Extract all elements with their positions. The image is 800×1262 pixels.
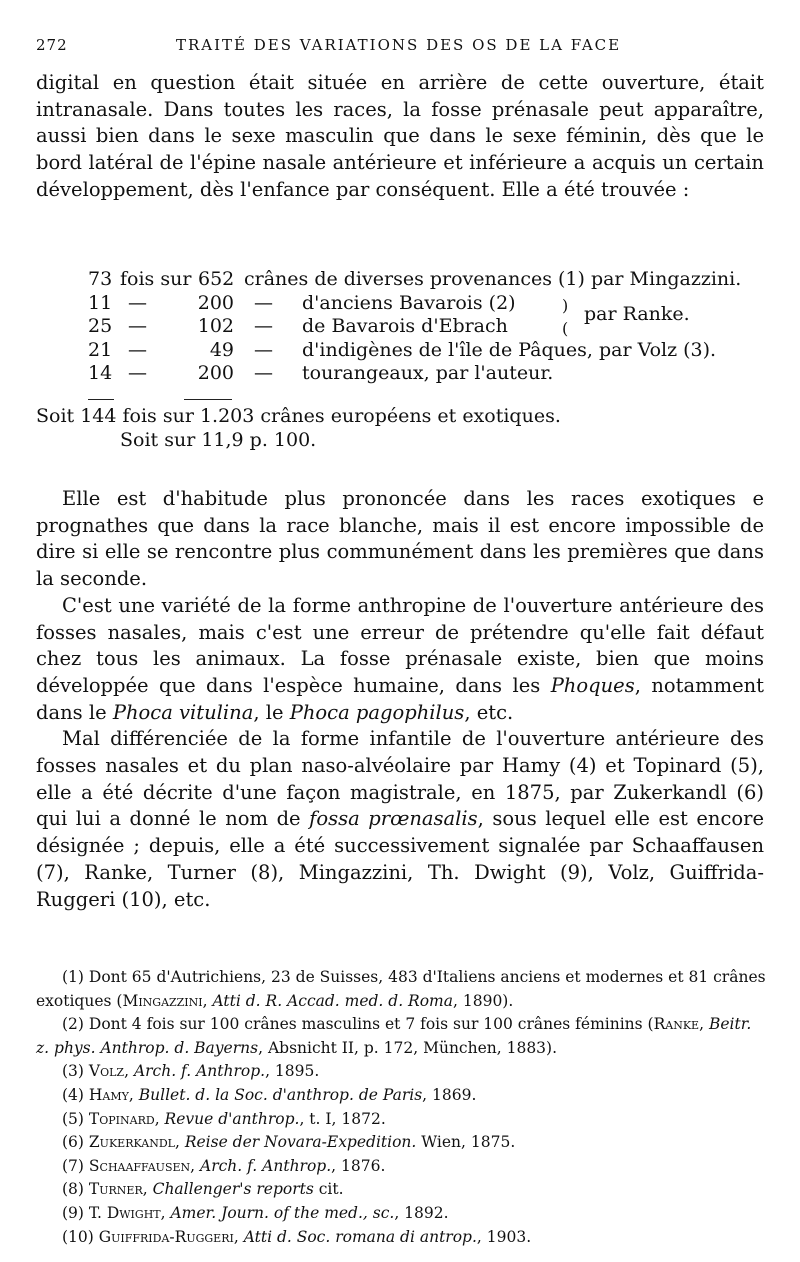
p3-text-c: , sous lequel elle est encore désignée ; depuis, elle a été successivement signalée par Schaaffausen (7), Ranke, Turner (8), Mingazzini, Th. Dwight (9), Volz, Guiffrida-Ruggeri (10), etc. bbox=[36, 807, 764, 911]
stat-dash: — bbox=[128, 315, 147, 337]
footnote-title: Amer. Journ. of the med., sc. bbox=[170, 1203, 395, 1222]
stat-count: 21 bbox=[88, 338, 113, 361]
footnote-text: Dont 65 d'Autrichiens, 23 de Suisses, 483 d'Italiens anciens et modernes et 81 crânes exotiques ( bbox=[36, 968, 766, 1010]
footnote-sep: , bbox=[142, 1180, 153, 1199]
p3-text-a: Mal différenciée de la forme infantile de l'ouverture antérieure des fosses nasales et du plan naso-alvéolaire par Hamy (4) et Topinard (5), elle a été décrite d'une façon magistrale, en 1875, par Zukerkandl (6) qui lui a donné le nom de bbox=[36, 727, 764, 831]
footnote-number: (4) bbox=[62, 1085, 84, 1104]
footnote-number: (5) bbox=[62, 1109, 84, 1128]
footnote-title: Arch. f. Anthrop. bbox=[200, 1156, 332, 1175]
footnote-text: T. bbox=[88, 1203, 107, 1222]
footnote-author: Zukerkandl bbox=[88, 1133, 175, 1152]
stat-total: 102 bbox=[197, 315, 234, 337]
footnote-sep: , bbox=[233, 1227, 244, 1246]
footnote-title: Reise der Novara-Expedition. bbox=[184, 1133, 417, 1152]
stat-count: 73 bbox=[88, 268, 113, 290]
footnote-author: Turner bbox=[88, 1180, 143, 1199]
footnote-sep: , bbox=[160, 1203, 171, 1222]
stat-dash: — bbox=[254, 338, 273, 361]
footnote-post: , 1903. bbox=[476, 1227, 532, 1246]
stat-count: 14 bbox=[88, 362, 113, 384]
footnote-title: Revue d'anthrop. bbox=[164, 1109, 300, 1128]
brace-label: par Ranke. bbox=[584, 303, 690, 325]
paragraph-history bbox=[36, 726, 764, 913]
footnote-title: Bullet. d. la Soc. d'anthrop. de Paris bbox=[138, 1085, 423, 1104]
p3-italic-fossa: fossa prœnasalis bbox=[309, 807, 478, 831]
footnote-post: Wien, 1875. bbox=[416, 1133, 516, 1152]
intro-paragraph bbox=[36, 70, 764, 204]
footnote-sep: , bbox=[699, 1015, 709, 1034]
p2-italic-vitulina: Phoca vitulina bbox=[112, 700, 254, 724]
stat-total: 200 bbox=[197, 291, 234, 314]
footnote-5 bbox=[36, 1108, 766, 1132]
main-paragraphs bbox=[36, 486, 764, 913]
footnote-title: Arch. f. Anthrop. bbox=[133, 1062, 266, 1081]
footnote-number: (6) bbox=[62, 1133, 84, 1152]
footnote-9 bbox=[36, 1202, 766, 1226]
stat-count: 11 bbox=[88, 291, 113, 314]
footnote-post: , Absnicht II, p. 172, München, 1883). bbox=[258, 1038, 558, 1057]
stat-desc: tourangeaux, par l'auteur. bbox=[302, 362, 554, 384]
footnote-text: Dont 4 fois sur 100 crânes masculins et 7 fois sur 100 crânes féminins ( bbox=[88, 1015, 654, 1034]
footnote-author: Volz bbox=[88, 1062, 125, 1081]
p2-italic-phoques: Phoques bbox=[550, 673, 635, 697]
sum-rule bbox=[88, 399, 114, 400]
stat-row bbox=[88, 268, 768, 292]
stat-dash: — bbox=[128, 291, 147, 314]
footnote-post: , 1876. bbox=[331, 1156, 386, 1175]
footnote-sep: , bbox=[128, 1085, 139, 1104]
footnote-10 bbox=[36, 1226, 766, 1250]
footnote-title: Atti d. R. Accad. med. d. Roma bbox=[212, 991, 453, 1010]
percent-line: Soit sur 11,9 p. 100. bbox=[120, 429, 317, 451]
stat-dash: — bbox=[254, 315, 273, 337]
statistics-table bbox=[88, 268, 768, 386]
brace-top: ) bbox=[562, 296, 569, 315]
stat-dash: — bbox=[254, 291, 273, 314]
footnote-post: , t. I, 1872. bbox=[299, 1109, 386, 1128]
footnote-number: (7) bbox=[62, 1156, 84, 1175]
stat-desc: de Bavarois d'Ebrach bbox=[302, 315, 508, 337]
stat-desc: crânes de diverses provenances (1) par Mingazzini. bbox=[244, 268, 742, 290]
footnote-author: Dwight bbox=[106, 1203, 161, 1222]
footnote-post: cit. bbox=[313, 1180, 344, 1199]
page-header bbox=[36, 36, 764, 56]
footnote-number: (8) bbox=[62, 1180, 84, 1199]
footnote-author: Guiffrida-Ruggeri bbox=[98, 1227, 234, 1246]
stat-total: 49 bbox=[209, 338, 234, 361]
footnote-4 bbox=[36, 1084, 766, 1108]
paragraph-animals bbox=[36, 593, 764, 727]
p2-text-e: , le bbox=[253, 700, 284, 724]
footnote-7 bbox=[36, 1155, 766, 1179]
stat-dash: — bbox=[254, 362, 273, 384]
footnote-6 bbox=[36, 1131, 766, 1155]
footnote-author: Mingazzini bbox=[122, 991, 203, 1010]
footnote-author: Topinard bbox=[88, 1109, 155, 1128]
footnote-number: (2) bbox=[62, 1015, 84, 1034]
stat-count: 25 bbox=[88, 315, 113, 337]
footnote-sep: , bbox=[202, 991, 213, 1010]
stat-row bbox=[88, 339, 768, 363]
footnote-title: Challenger's reports bbox=[152, 1180, 314, 1199]
running-title: TRAITÉ DES VARIATIONS DES OS DE LA FACE bbox=[176, 36, 622, 54]
total-line: Soit 144 fois sur 1.203 crânes européens et exotiques. bbox=[36, 405, 561, 427]
footnote-3 bbox=[36, 1060, 766, 1084]
footnote-number: (9) bbox=[62, 1203, 84, 1222]
stat-desc: d'anciens Bavarois (2) bbox=[302, 291, 516, 314]
footnote-8 bbox=[36, 1178, 766, 1202]
footnote-author: Hamy bbox=[88, 1085, 129, 1104]
p2-text-c: , notamment dans le bbox=[36, 673, 765, 724]
stat-dash: — bbox=[128, 362, 147, 384]
footnote-sep: , bbox=[154, 1109, 165, 1128]
stat-total: 652 bbox=[198, 268, 235, 290]
intro-text: digital en question était située en arrière de cette ouverture, était intranasale. Dans toutes les races, la fosse prénasale peut apparaître, aussi bien dans le sexe masculin que dans le sexe féminin, dès que le bord latéral de l'épine nasale antérieure et inférieure a acquis un certain développement, dès l'enfance par conséquent. Elle a été trouvée : bbox=[36, 71, 764, 201]
footnotes bbox=[36, 966, 766, 1249]
footnote-post: , 1892. bbox=[394, 1203, 449, 1222]
footnote-number: (10) bbox=[62, 1227, 94, 1246]
footnote-sep: , bbox=[124, 1062, 134, 1081]
footnote-number: (1) bbox=[62, 968, 84, 986]
stat-row bbox=[88, 362, 768, 386]
page-number: 272 bbox=[36, 36, 68, 54]
footnote-sep: , bbox=[174, 1133, 185, 1152]
stat-dash: — bbox=[128, 338, 147, 361]
sum-rule bbox=[184, 399, 232, 400]
footnote-post: , 1895. bbox=[265, 1062, 320, 1081]
p2-text-a: C'est une variété de la forme anthropine de l'ouverture antérieure des fosses nasales, mais c'est une erreur de prétendre qu'elle fait défaut chez tous les animaux. La fosse prénasale existe, bien que moins développée que dans l'espèce humaine, dans les bbox=[36, 593, 764, 697]
footnote-title: Beitr. z. phys. Anthrop. d. Bayerns bbox=[36, 1015, 752, 1057]
brace-bottom: ( bbox=[562, 319, 569, 338]
stat-prefix: fois sur bbox=[120, 268, 192, 290]
footnote-author: Schaaffausen bbox=[88, 1156, 191, 1175]
footnote-number: (3) bbox=[62, 1062, 84, 1081]
paragraph-prevalence: Elle est d'habitude plus prononcée dans les races exotiques e prognathes que dans la race blanche, mais il est encore impossible de dire si elle se rencontre plus communément dans les premières que dans la seconde. bbox=[36, 487, 764, 591]
footnote-sep: , bbox=[190, 1156, 200, 1175]
footnote-2 bbox=[36, 1013, 766, 1060]
stat-total: 200 bbox=[197, 362, 234, 384]
footnote-title: Atti d. Soc. romana di antrop. bbox=[243, 1227, 477, 1246]
stat-desc: d'indigènes de l'île de Pâques, par Volz (3). bbox=[302, 338, 717, 361]
ranke-brace bbox=[562, 294, 568, 340]
footnote-post: , 1890). bbox=[453, 991, 514, 1010]
footnote-post: , 1869. bbox=[422, 1085, 477, 1104]
p2-italic-pagophilus: Phoca pagophilus bbox=[289, 700, 465, 724]
footnote-1 bbox=[36, 966, 766, 1013]
footnote-author: Ranke bbox=[653, 1015, 700, 1034]
p2-text-g: , etc. bbox=[464, 700, 514, 724]
